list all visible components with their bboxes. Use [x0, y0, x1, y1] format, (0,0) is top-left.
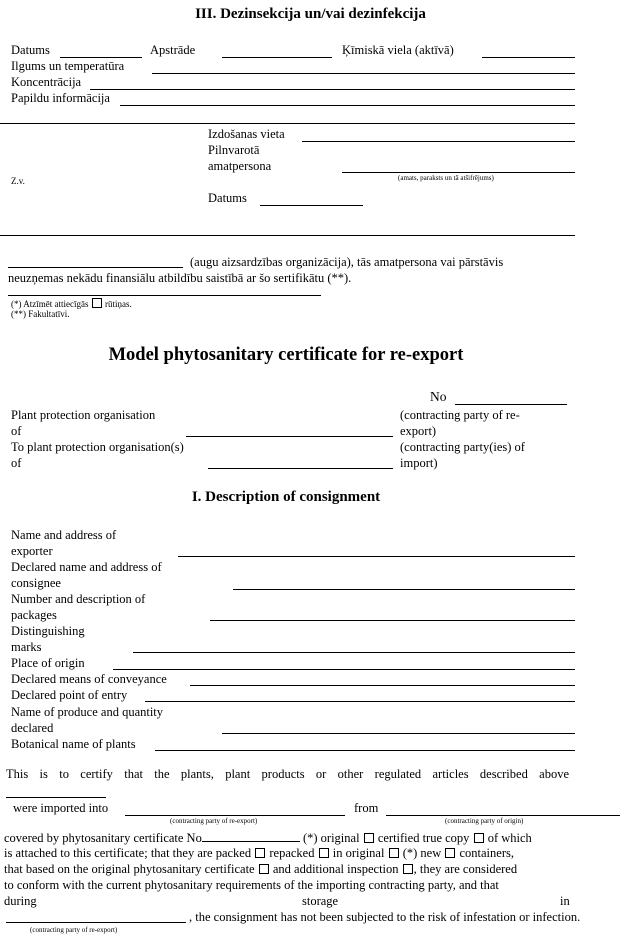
to-ppo-field[interactable]	[208, 468, 393, 469]
imported-into-label: were imported into	[13, 801, 109, 815]
in-original-text: in original	[332, 846, 385, 860]
additional-inspection-checkbox[interactable]	[403, 864, 413, 874]
footnote-1-text-2: rūtiņas.	[104, 299, 132, 309]
botanical-field[interactable]	[155, 750, 575, 751]
certify-line-3	[4, 830, 532, 845]
repacked-checkbox[interactable]	[319, 848, 329, 858]
origin-label: Place of origin	[11, 656, 85, 670]
ilgums-label: Ilgums un temperatūra	[11, 59, 125, 73]
new-checkbox[interactable]	[445, 848, 455, 858]
repacked-text: repacked	[269, 846, 315, 860]
checkbox-icon	[92, 298, 102, 308]
entry-label: Declared point of entry	[11, 688, 128, 702]
ppo-label-2: of	[11, 424, 22, 438]
certify-line-6: to conform with the current phytosanitary requirements of the importing contracting party, and that	[4, 878, 499, 892]
papildu-field[interactable]	[120, 105, 575, 106]
datums2-field[interactable]	[260, 205, 363, 206]
model-title: Model phytosanitary certificate for re-export	[108, 345, 464, 365]
articles-field[interactable]	[6, 797, 106, 798]
produce-label-1: Name of produce and quantity	[11, 705, 164, 719]
exporter-field[interactable]	[178, 556, 575, 557]
certificate-no-field[interactable]	[202, 830, 300, 842]
kimiska-viela-field[interactable]	[482, 57, 575, 58]
reexport-note: (contracting party of re-export)	[170, 817, 258, 825]
packages-field[interactable]	[210, 620, 575, 621]
no-field[interactable]	[455, 404, 567, 405]
original-certificate-checkbox[interactable]	[259, 864, 269, 874]
in-original-checkbox[interactable]	[389, 848, 399, 858]
pilnvarota-label: Pilnvarotā	[208, 143, 260, 157]
imported-into-field[interactable]	[125, 815, 345, 816]
origin-note: (contracting party of origin)	[445, 817, 524, 825]
packages-label-1: Number and description of	[11, 592, 146, 606]
marks-label-1: Distinguishing	[11, 624, 85, 638]
apstrade-field[interactable]	[222, 57, 332, 58]
botanical-label: Botanical name of plants	[11, 737, 136, 751]
ilgums-field[interactable]	[152, 73, 575, 74]
certified-copy-checkbox[interactable]	[474, 833, 484, 843]
consignee-field[interactable]	[233, 589, 575, 590]
produce-field[interactable]	[222, 733, 575, 734]
origin-field[interactable]	[113, 669, 575, 670]
kimiska-viela-label: Ķīmiskā viela (aktīvā)	[342, 43, 454, 57]
datums-label: Datums	[11, 43, 50, 57]
footnote-2: (**) Fakultatīvi.	[11, 309, 70, 319]
footnote-1	[11, 298, 132, 309]
reexport-note-2: (contracting party of re-export)	[30, 926, 118, 934]
in-label: in	[560, 894, 570, 908]
certify-line-4	[4, 846, 514, 860]
datums-field[interactable]	[60, 57, 142, 58]
entry-field[interactable]	[145, 701, 575, 702]
attached-text: is attached to this certificate; that they are packed	[4, 846, 252, 860]
from-label: from	[354, 801, 379, 815]
produce-label-2: declared	[11, 721, 54, 735]
conveyance-field[interactable]	[190, 685, 575, 686]
storage-label: storage	[302, 894, 339, 908]
liability-text-1: (augu aizsardzības organizācija), tās amatpersona vai pārstāvis	[190, 255, 504, 269]
certified-copy-text: certified true copy	[377, 831, 470, 845]
amatpersona-label: amatpersona	[208, 159, 272, 173]
conveyance-label: Declared means of conveyance	[11, 672, 167, 686]
to-ppo-label-2: of	[11, 456, 22, 470]
to-ppo-note-2: import)	[400, 456, 438, 470]
exporter-label-1: Name and address of	[11, 528, 117, 542]
koncentracija-label: Koncentrācija	[11, 75, 82, 89]
additional-text: and additional inspection	[272, 862, 399, 876]
separator-line	[0, 123, 575, 124]
of-which-text: of which	[487, 831, 532, 845]
consignee-label-1: Declared name and address of	[11, 560, 162, 574]
izdosanas-vieta-label: Izdošanas vieta	[208, 127, 285, 141]
liability-text-2: neuzņemas nekādu finansiālu atbildību saistībā ar šo sertifikātu (**).	[8, 271, 352, 285]
packed-checkbox[interactable]	[255, 848, 265, 858]
description-title: I. Description of consignment	[191, 489, 381, 505]
apstrade-label: Apstrāde	[150, 43, 196, 57]
containers-text: containers,	[459, 846, 514, 860]
to-ppo-label-1: To plant protection organisation(s)	[11, 440, 184, 454]
marks-field[interactable]	[133, 652, 575, 653]
ppo-note-1: (contracting party of re-	[400, 408, 520, 422]
amats-note: (amats, paraksts un tā atšifrējums)	[398, 174, 494, 182]
based-on-text: that based on the original phytosanitary certificate	[4, 862, 255, 876]
ppo-note-2: export)	[400, 424, 437, 438]
during-label: during	[4, 894, 37, 908]
to-ppo-note-1: (contracting party(ies) of	[400, 440, 525, 454]
zv-label: Z.v.	[11, 176, 25, 186]
packages-label-2: packages	[11, 608, 57, 622]
from-field[interactable]	[386, 815, 620, 816]
organisation-field[interactable]	[8, 267, 183, 268]
ppo-label-1: Plant protection organisation	[11, 408, 156, 422]
no-label: No	[430, 389, 447, 404]
ppo-field[interactable]	[186, 436, 393, 437]
amatpersona-field[interactable]	[342, 172, 575, 173]
new-text: (*) new	[402, 846, 442, 860]
considered-text: , they are considered	[413, 862, 518, 876]
papildu-label: Papildu informācija	[11, 91, 110, 105]
original-checkbox[interactable]	[364, 833, 374, 843]
certify-line-5	[4, 862, 517, 876]
koncentracija-field[interactable]	[90, 89, 575, 90]
original-text: (*) original	[302, 831, 360, 845]
reexport-field[interactable]	[6, 922, 186, 923]
separator-line-2	[0, 235, 575, 236]
infestation-text: , the consignment has not been subjected to the risk of infestation or infection.	[189, 910, 581, 924]
footnote-separator	[8, 295, 321, 296]
datums2-label: Datums	[208, 191, 247, 205]
footnote-1-text: (*) Atzīmēt attiecīgās	[11, 299, 89, 309]
covered-text: covered by phytosanitary certificate No	[4, 831, 202, 845]
certify-line-1: This is to certify that the plants, plant products or other regulated articles described above	[6, 767, 569, 781]
section3-title: III. Dezinsekcija un/vai dezinfekcija	[195, 6, 426, 22]
consignee-label-2: consignee	[11, 576, 61, 590]
exporter-label-2: exporter	[11, 544, 53, 558]
marks-label-2: marks	[11, 640, 42, 654]
izdosanas-vieta-field[interactable]	[302, 141, 575, 142]
